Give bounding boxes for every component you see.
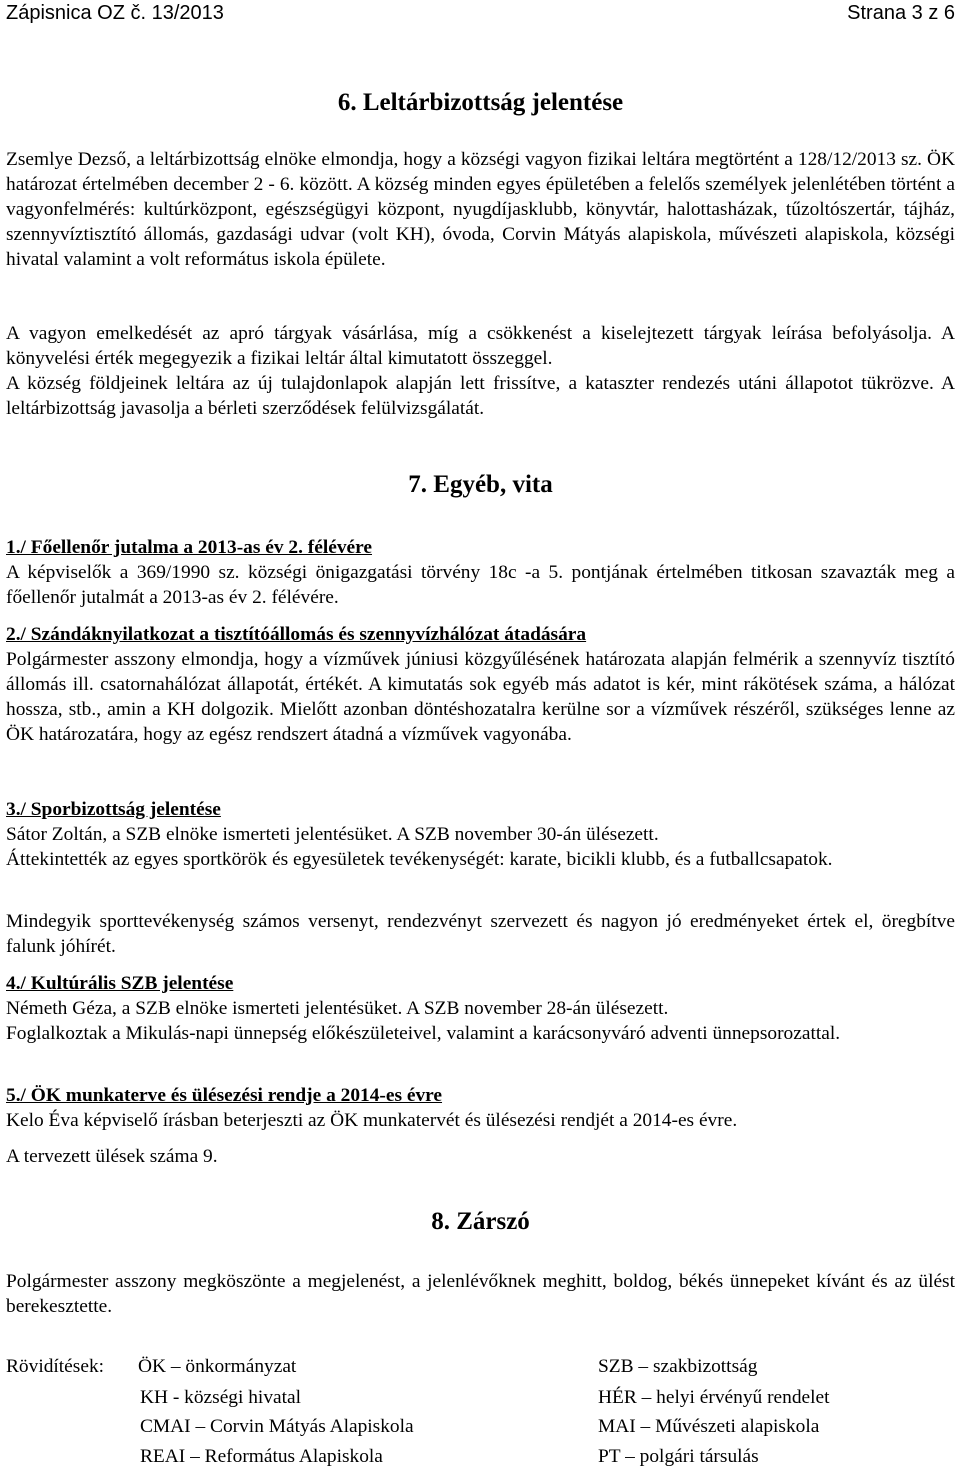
document-title: Zápisnica OZ č. 13/2013 [6,2,224,24]
section-6-paragraph-2: A vagyon emelkedését az apró tárgyak vásárlása, míg a csökkenést a kiselejtezett tárgyak leírása befolyásolja. A könyvelési érték megegyezik a fizikai leltár által kimutatott összeggel. [6,323,955,369]
item-5-heading: 5./ ÖK munkaterve és ülésezési rendje a 2014-es évre [6,1085,443,1106]
item-3-heading: 3./ Sporbizottság jelentése [6,799,221,820]
abbreviation-entry: HÉR – helyi érvényű rendelet [598,1387,830,1408]
abbreviation-entry: CMAI – Corvin Mátyás Alapiskola [140,1416,414,1437]
item-3-text-1: Sátor Zoltán, a SZB elnöke ismerteti jelentésüket. A SZB november 30-án ülésezett. [6,824,659,845]
item-1-heading: 1./ Főellenőr jutalma a 2013-as év 2. félévére [6,537,372,558]
item-2-text: Polgármester asszony elmondja, hogy a vízművek júniusi közgyűlésének határozata alapján felmérik a szennyvíz tisztító állomás ill. csatornahálózat állapotát, értékét. A kimutatás sok egyéb más adatot is kér, mint rákötések száma, a hálózat hossza, stb., amin a KH dolgozik. Mielőtt azonban döntéshozatalra kerülne sor a vízművek részéről, szükséges lenne az ÖK határozatára, hogy az egész rendszert átadná a vízművek vagyonába. [6,649,955,745]
item-1-text: A képviselők a 369/1990 sz. községi önigazgatási törvény 18c -a 5. pontjának értelmében titkosan szavazták meg a főellenőr jutalmát a 2013-as év 2. félévére. [6,562,955,608]
section-6-paragraph-1: Zsemlye Dezső, a leltárbizottság elnöke elmondja, hogy a községi vagyon fizikai leltára megtörtént a 128/12/2013 sz. ÖK határozat értelmében december 2 - 6. között. A község minden egyes épületében a felelős személyek jelenlétében történt a vagyonfelmérés: kultúrközpont, egészségügyi központ, nyugdíjasklubb, könyvtár, halottasházak, tűzoltószertár, tájház, szennyvíztisztító állomás, gazdasági udvar (volt KH), óvoda, Corvin Mátyás alapiskola, művészeti alapiskola, községi hivatal valamint a volt református iskola épülete. [6,149,955,270]
abbreviation-entry: KH - községi hivatal [140,1387,302,1408]
abbreviation-entry: ÖK – önkormányzat [138,1356,297,1377]
abbreviations-label: Rövidítések: [6,1356,105,1377]
item-4-text-2: Foglalkoztak a Mikulás-napi ünnepség előkészületeivel, valamint a karácsonyváró adventi ünnepsorozattal. [6,1023,841,1044]
abbreviation-entry: REAI – Református Alapiskola [140,1446,383,1467]
abbreviation-entry: PT – polgári társulás [598,1446,759,1467]
item-5-text-2: A tervezett ülések száma 9. [6,1146,218,1167]
item-4-heading: 4./ Kultúrális SZB jelentése [6,973,234,994]
section-6-paragraph-3: A község földjeinek leltára az új tulajdonlapok alapján lett frissítve, a kataszter rendezés utáni állapotot tükrözve. A leltárbizottság javasolja a bérleti szerződések felülvizsgálatát. [6,373,955,419]
item-3-text-3: Mindegyik sporttevékenység számos versenyt, rendezvényt szervezett és nagyon jó eredményeket értek el, öregbítve falunk jóhírét. [6,911,955,957]
item-2-heading: 2./ Szándáknyilatkozat a tisztítóállomás és szennyvízhálózat átadására [6,624,587,645]
abbreviation-entry: MAI – Művészeti alapiskola [598,1416,820,1437]
section-8-heading: 8. Zárszó [431,1208,530,1235]
page-number: Strana 3 z 6 [847,2,955,24]
section-8-text: Polgármester asszony megköszönte a megjelenést, a jelenlévőknek meghitt, boldog, békés ünnepeket kívánt és az ülést berekesztette. [6,1271,955,1317]
section-6-heading: 6. Leltárbizottság jelentése [337,89,624,116]
item-3-text-2: Áttekintették az egyes sportkörök és egyesületek tevékenységét: karate, bicikli klubb, és a futballcsapatok. [6,849,833,870]
section-7-heading: 7. Egyéb, vita [408,471,553,498]
item-4-text-1: Németh Géza, a SZB elnöke ismerteti jelentésüket. A SZB november 28-án ülésezett. [6,998,669,1019]
abbreviation-entry: SZB – szakbizottság [598,1356,758,1377]
item-5-text-1: Kelo Éva képviselő írásban beterjeszti az ÖK munkatervét és ülésezési rendjét a 2014-es évre. [6,1110,738,1131]
page-header [6,0,955,26]
